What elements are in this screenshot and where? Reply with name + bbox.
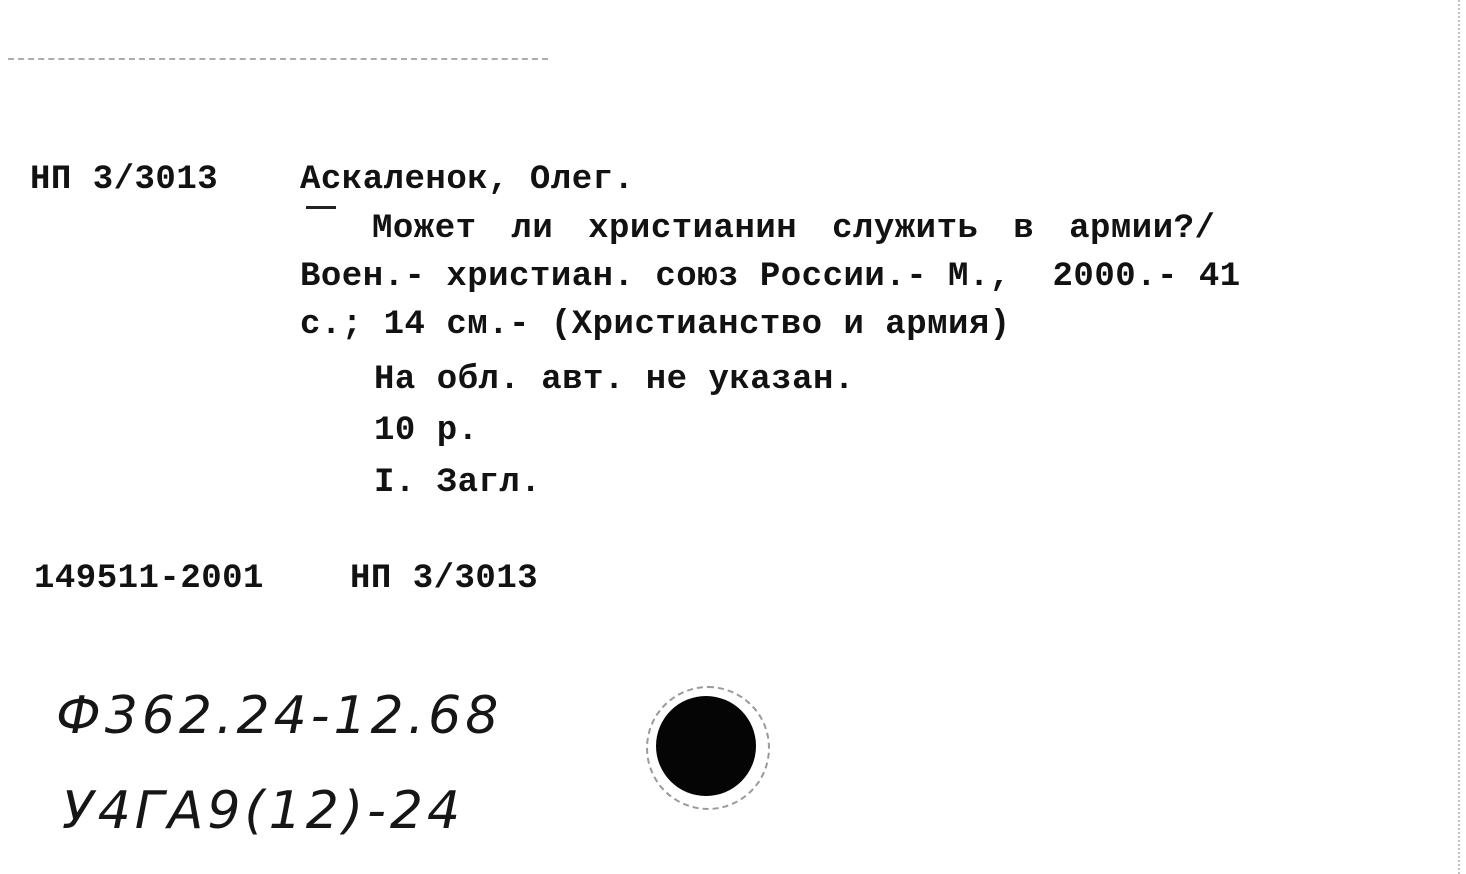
call-number: НП 3/3013	[30, 161, 219, 199]
accession-number: 149511-2001	[34, 560, 264, 598]
handwritten-classification-2: У4ГА9(12)-24	[62, 781, 465, 841]
title-statement-line-2: Воен.- христиан. союз России.- М., 2000.- 41	[300, 258, 1241, 296]
author-heading: Аскаленок, Олег.	[300, 161, 635, 199]
accession-call-number: НП 3/3013	[350, 560, 539, 598]
indent-mark	[306, 206, 336, 209]
title-tracing: I. Загл.	[374, 464, 542, 502]
card-edge	[1458, 0, 1460, 874]
handwritten-classification-1: Ф362.24-12.68	[56, 686, 503, 746]
cover-note: На обл. авт. не указан.	[374, 361, 855, 399]
scan-artifact-line	[8, 58, 548, 60]
price: 10 р.	[374, 412, 479, 450]
title-statement-line-1: Может ли христианин служить в армии?/	[372, 210, 1216, 248]
title-statement-line-3: с.; 14 см.- (Христианство и армия)	[300, 306, 1011, 344]
punch-hole	[656, 696, 756, 796]
